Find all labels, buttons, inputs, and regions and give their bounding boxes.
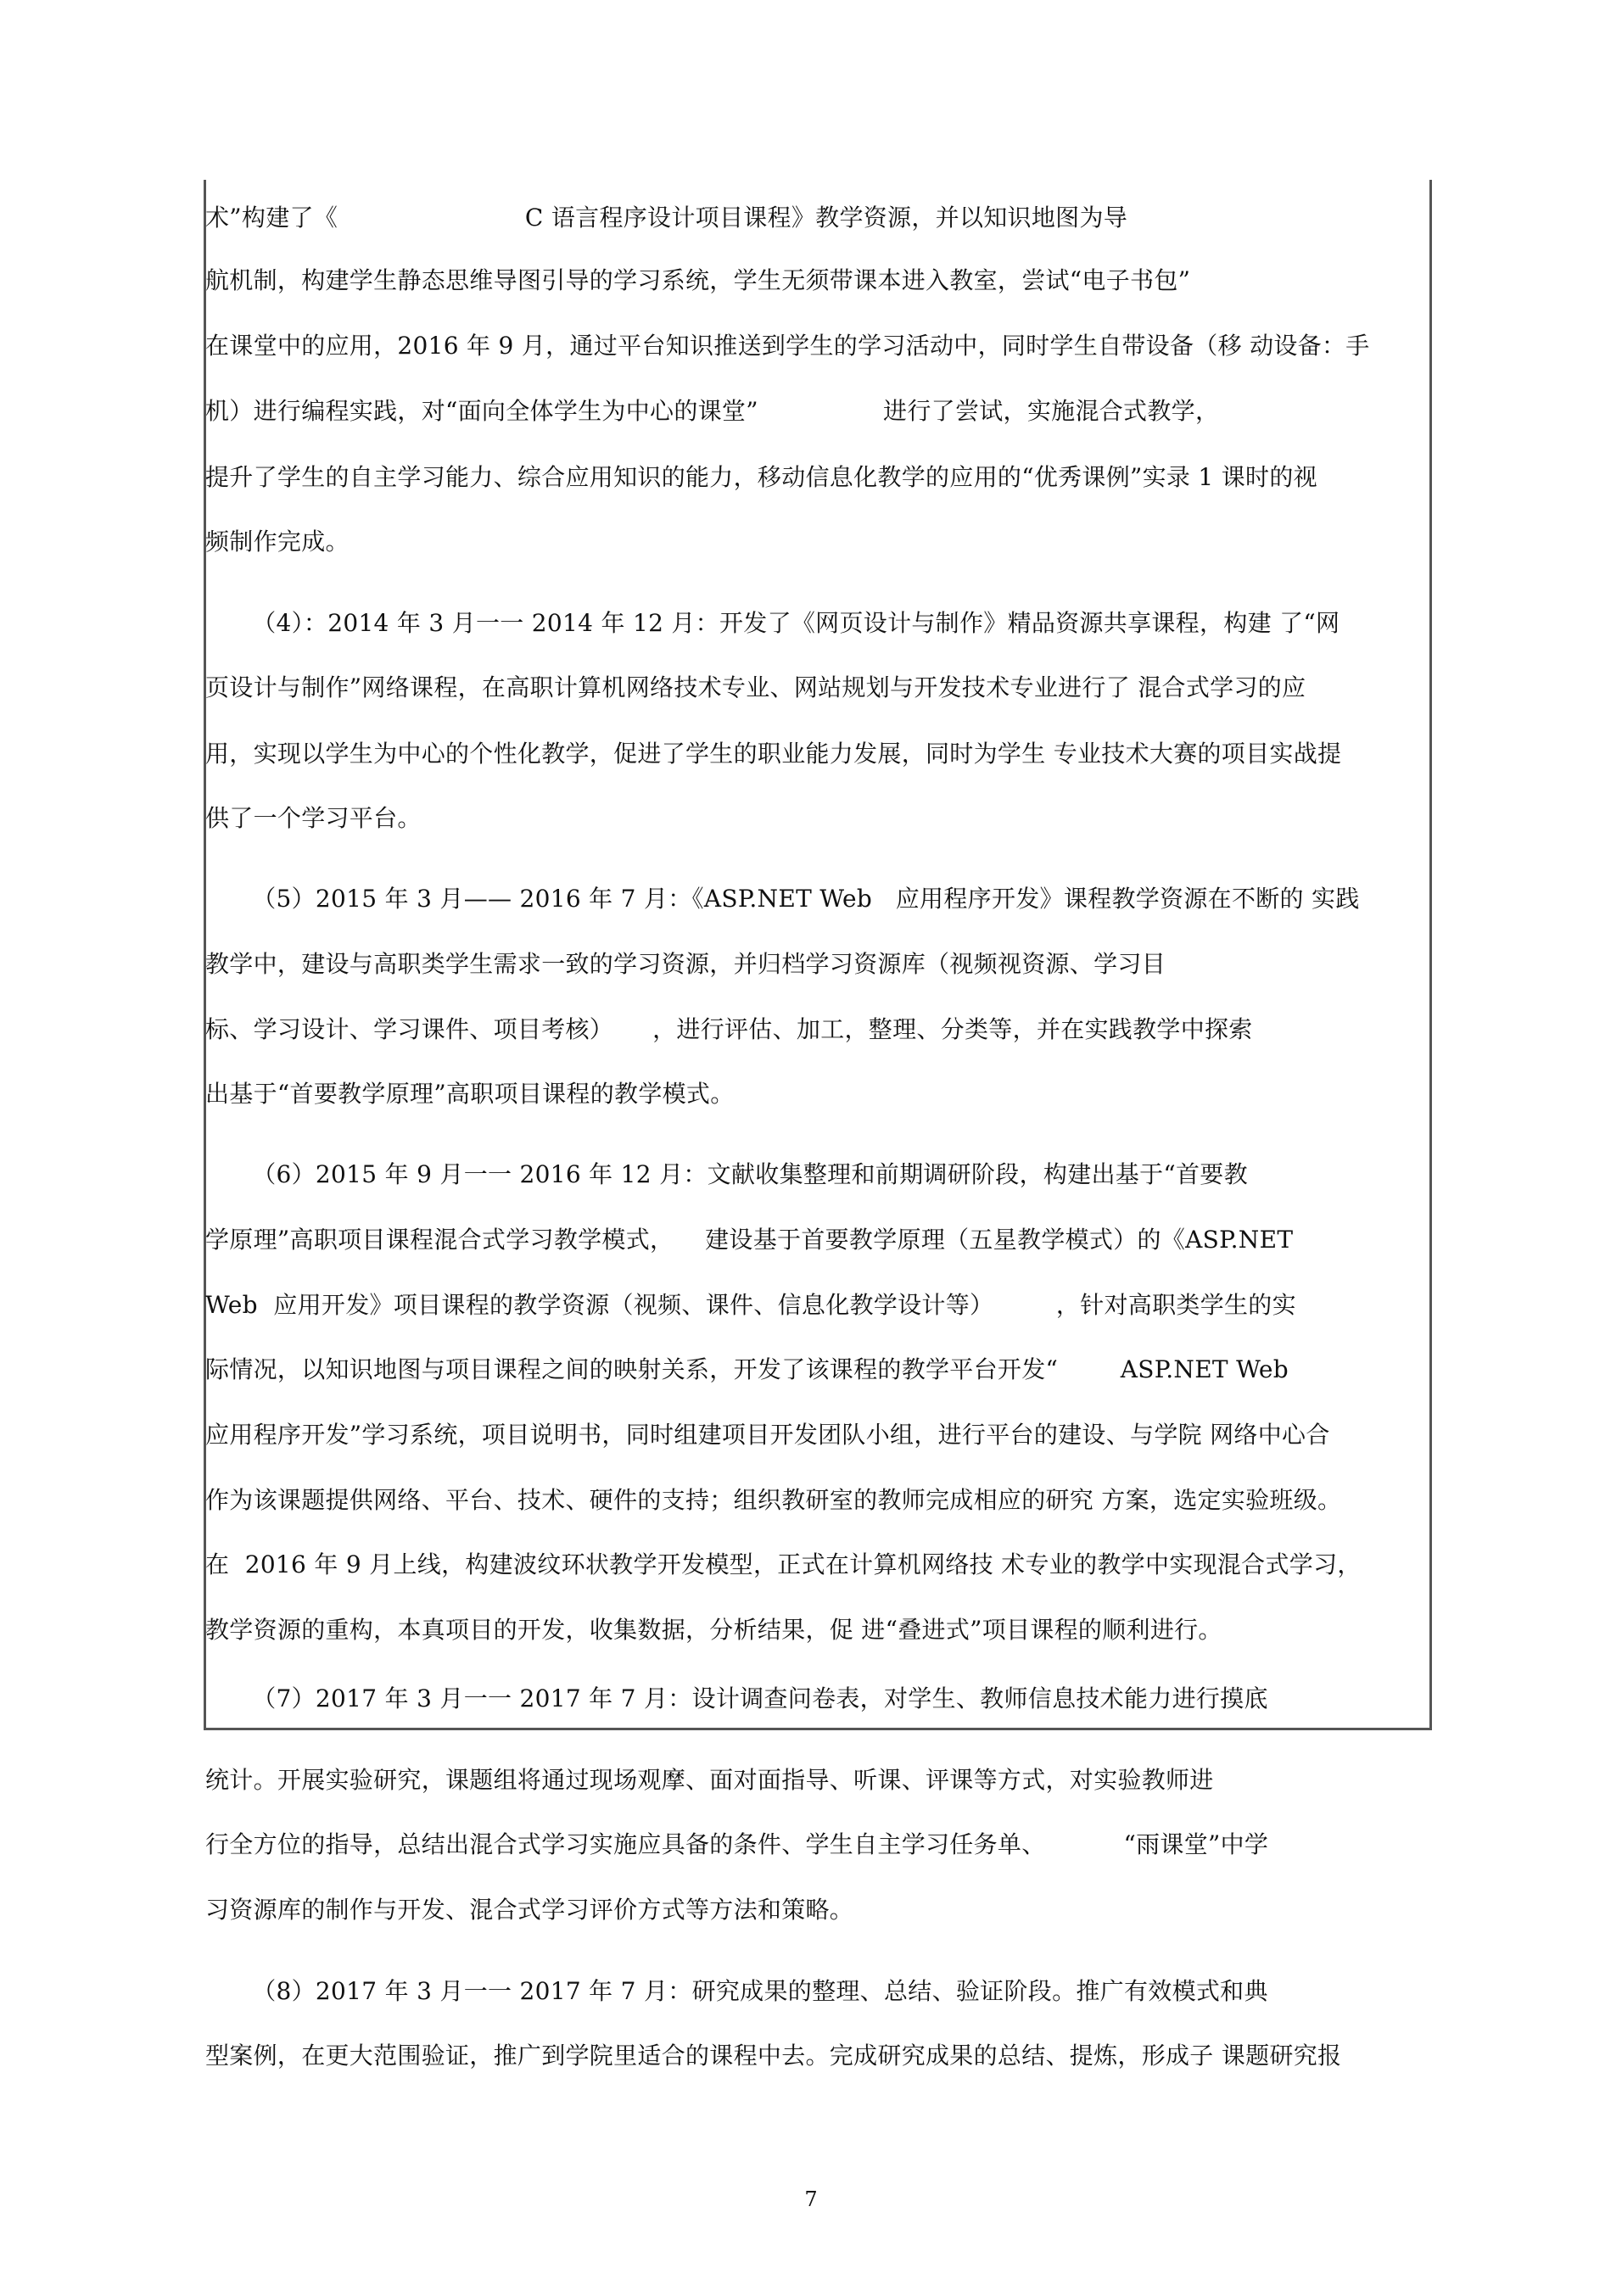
text-line: （8）2017 年 3 月一一 2017 年 7 月：研究成果的整理、总结、验证阶段。推广有效模式和典 [205, 1977, 1268, 2005]
text-line: 用，实现以学生为中心的个性化教学，促进了学生的职业能力发展，同时为学生 专业技术大赛的项目实战提 [205, 740, 1342, 768]
text-line: 际情况，以知识地图与项目课程之间的映射关系，开发了该课程的教学平台开发“ ASP.NET Web [205, 1355, 1289, 1383]
text-line: 教学资源的重构，本真项目的开发，收集数据，分析结果，促 进“叠进式”项目课程的顺利进行。 [205, 1616, 1222, 1644]
text-line: （4）：2014 年 3 月一一 2014 年 12 月：开发了《网页设计与制作》精品资源共享课程，构建 了“网 [205, 609, 1340, 637]
text-line: Web 应用开发》项目课程的教学资源（视频、课件、信息化教学设计等） ，针对高职类学生的实 [205, 1291, 1296, 1319]
text-line: 术”构建了《 C 语言程序设计项目课程》教学资源，并以知识地图为导 [205, 204, 1128, 232]
text-line: 作为该课题提供网络、平台、技术、硬件的支持；组织教研室的教师完成相应的研究 方案，选定实验班级。 [205, 1486, 1342, 1514]
text-line: （5）2015 年 3 月—— 2016 年 7 月：《ASP.NET Web 应用程序开发》课程教学资源在不断的 实践 [205, 885, 1360, 913]
text-line: 教学中，建设与高职类学生需求一致的学习资源，并归档学习资源库（视频视资源、学习目 [205, 950, 1166, 978]
text-line: 页设计与制作”网络课程，在高职计算机网络技术专业、网站规划与开发技术专业进行了 混合式学习的应 [205, 673, 1306, 701]
text-line: 频制作完成。 [205, 528, 350, 556]
text-line: 在课堂中的应用，2016 年 9 月，通过平台知识推送到学生的学习活动中，同时学生自带设备（移 动设备：手 [205, 332, 1370, 360]
page-number: 7 [804, 2187, 818, 2211]
text-line: 统计。开展实验研究，课题组将通过现场观摩、面对面指导、听课、评课等方式，对实验教师进 [205, 1766, 1214, 1794]
text-line: 机）进行编程实践，对“面向全体学生为中心的课堂” 进行了尝试，实施混合式教学， [205, 397, 1220, 425]
text-line: 供了一个学习平台。 [205, 804, 422, 832]
text-line: 习资源库的制作与开发、混合式学习评价方式等方法和策略。 [205, 1896, 854, 1924]
text-line: 在 2016 年 9 月上线，构建波纹环状教学开发模型，正式在计算机网络技 术专业的教学中实现混合式学习， [205, 1550, 1362, 1578]
text-line: （7）2017 年 3 月一一 2017 年 7 月：设计调查问卷表，对学生、教师信息技术能力进行摸底 [205, 1684, 1268, 1712]
text-line: 型案例，在更大范围验证，推广到学院里适合的课程中去。完成研究成果的总结、提炼，形成子 课题研究报 [205, 2042, 1342, 2070]
text-line: 航机制，构建学生静态思维导图引导的学习系统，学生无须带课本进入教室，尝试“电子书包” [205, 266, 1191, 294]
text-line: 应用程序开发”学习系统，项目说明书，同时组建项目开发团队小组，进行平台的建设、与学院 网络中心合 [205, 1421, 1330, 1449]
text-line: 行全方位的指导，总结出混合式学习实施应具备的条件、学生自主学习任务单、 “雨课堂”中学 [205, 1830, 1269, 1858]
text-line: 出基于“首要教学原理”高职项目课程的教学模式。 [205, 1080, 735, 1108]
text-line: 标、学习设计、学习课件、项目考核） ，进行评估、加工，整理、分类等，并在实践教学中探索 [205, 1015, 1253, 1043]
text-line: （6）2015 年 9 月一一 2016 年 12 月：文献收集整理和前期调研阶段，构建出基于“首要教 [205, 1160, 1248, 1188]
text-line: 提升了学生的自主学习能力、综合应用知识的能力，移动信息化教学的应用的“优秀课例”实录 1 课时的视 [205, 463, 1317, 491]
text-line: 学原理”高职项目课程混合式学习教学模式， 建设基于首要教学原理（五星教学模式）的《ASP.NET [205, 1226, 1294, 1254]
